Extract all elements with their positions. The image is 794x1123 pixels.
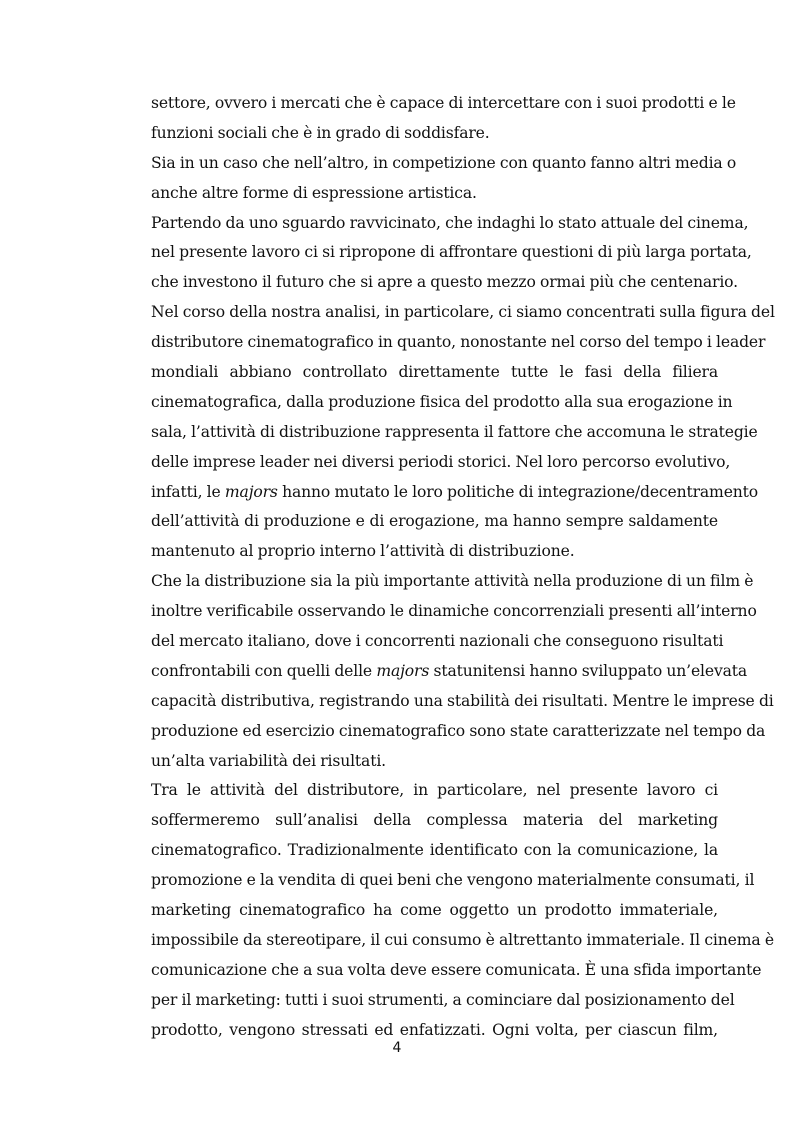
italic-term-majors: majors (224, 482, 278, 501)
body-line: per il marketing: tutti i suoi strumenti, a cominciare dal posizionamento del (151, 990, 735, 1009)
body-line: delle imprese leader nei diversi periodi storici. Nel loro percorso evolutivo, (151, 452, 731, 471)
body-line: impossibile da stereotipare, il cui consumo è altrettanto immateriale. Il cinema è (151, 930, 774, 949)
body-line: anche altre forme di espressione artistica. (151, 183, 477, 202)
body-line: dell’attività di produzione e di erogazione, ma hanno sempre saldamente (151, 512, 718, 531)
body-line: Sia in un caso che nell’altro, in competizione con quanto fanno altri media o (151, 153, 737, 172)
body-line: mantenuto al proprio interno l’attività di distribuzione. (151, 542, 575, 561)
body-line: promozione e la vendita di quei beni che vengono materialmente consumati, il (151, 871, 755, 890)
body-line: del mercato italiano, dove i concorrenti nazionali che conseguono risultati (151, 632, 724, 651)
body-line: comunicazione che a sua volta deve essere comunicata. È una sfida importante (151, 960, 762, 979)
body-line: funzioni sociali che è in grado di soddisfare. (151, 123, 490, 142)
body-line: Che la distribuzione sia la più importante attività nella produzione di un film è (151, 572, 754, 591)
page-number: 4 (392, 1040, 402, 1056)
body-line (151, 478, 759, 508)
body-line (151, 657, 748, 687)
body-line: marketing cinematografico ha come oggetto un prodotto immateriale, (151, 901, 718, 920)
body-line: che investono il futuro che si apre a questo mezzo ormai più che centenario. (151, 273, 738, 292)
body-line: prodotto, vengono stressati ed enfatizzati. Ogni volta, per ciascun film, (151, 1020, 718, 1039)
body-text: hanno mutato le loro politiche di integrazione/decentramento (277, 482, 759, 501)
body-line: settore, ovvero i mercati che è capace di intercettare con i suoi prodotti e le (151, 94, 736, 112)
body-line: cinematografica, dalla produzione fisica del prodotto alla sua erogazione in (151, 392, 733, 411)
body-line: soffermeremo sull’analisi della complessa materia del marketing (151, 811, 718, 830)
body-line: mondiali abbiano controllato direttamente tutte le fasi della filiera (151, 363, 718, 382)
body-line: inoltre verificabile osservando le dinamiche concorrenziali presenti all’interno (151, 602, 757, 621)
body-line: Partendo da uno sguardo ravvicinato, che indaghi lo stato attuale del cinema, (151, 213, 749, 232)
body-line: Nel corso della nostra analisi, in particolare, ci siamo concentrati sulla figura del (151, 303, 775, 322)
body-line: produzione ed esercizio cinematografico sono state caratterizzate nel tempo da (151, 721, 766, 740)
body-line: cinematografico. Tradizionalmente identificato con la comunicazione, la (151, 841, 718, 860)
body-line: un’alta variabilità dei risultati. (151, 751, 386, 770)
body-line: nel presente lavoro ci si ripropone di affrontare questioni di più larga portata, (151, 243, 752, 262)
body-line: sala, l’attività di distribuzione rappresenta il fattore che accomuna le strategie (151, 422, 758, 441)
body-text: statunitensi hanno sviluppato un’elevata (429, 661, 748, 680)
italic-term-majors: majors (376, 661, 430, 680)
body-text: confrontabili con quelli delle (151, 661, 377, 680)
page-body (151, 89, 775, 1046)
body-line: capacità distributiva, registrando una stabilità dei risultati. Mentre le imprese di (151, 691, 774, 710)
body-line: distributore cinematografico in quanto, nonostante nel corso del tempo i leader (151, 333, 766, 352)
body-text: infatti, le (151, 482, 225, 501)
body-line: Tra le attività del distributore, in particolare, nel presente lavoro ci (151, 781, 718, 800)
